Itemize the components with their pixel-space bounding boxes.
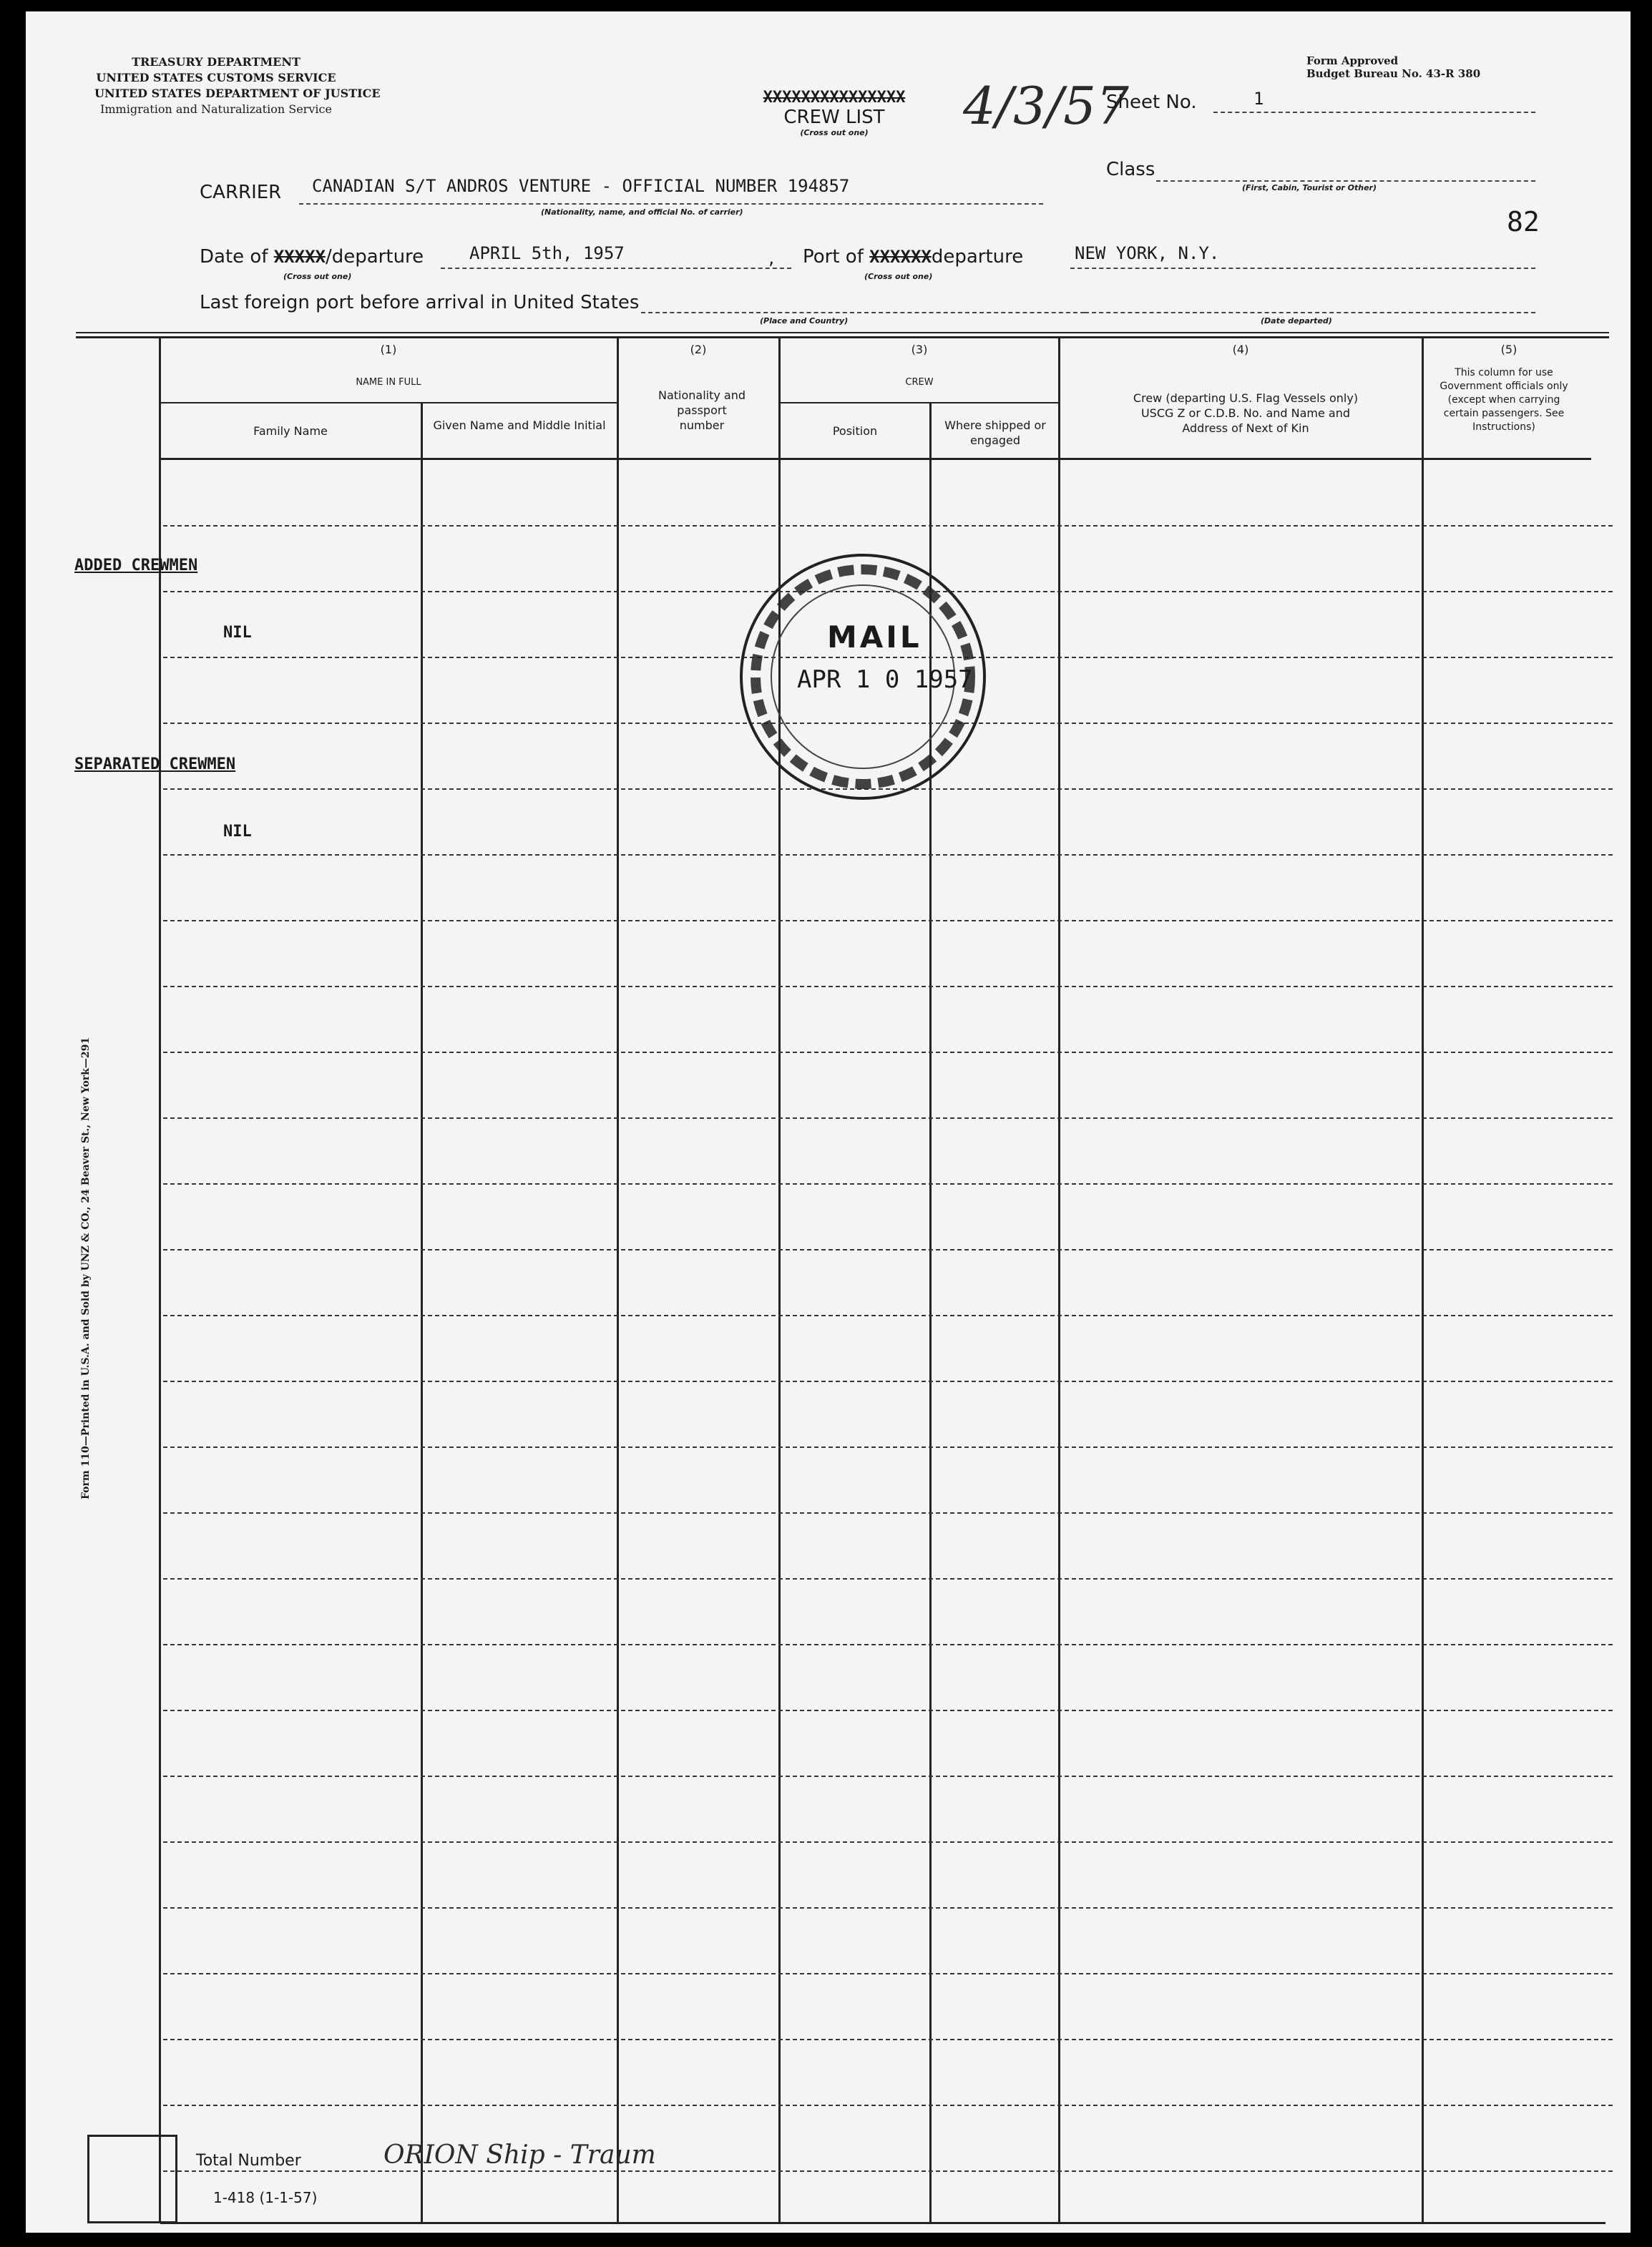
col4-number: (4): [1232, 343, 1249, 356]
col5-number: (5): [1500, 343, 1517, 356]
row-divider: [163, 1512, 1613, 1514]
row-divider: [163, 1973, 1613, 1974]
top-rule-2: [76, 336, 1609, 338]
carrier-label: CARRIER: [200, 182, 282, 203]
handwritten-date: 4/3/57: [963, 76, 1129, 136]
row-divider: [163, 1183, 1613, 1185]
form-title: [741, 89, 927, 137]
separated-crewmen-value: NIL: [223, 823, 252, 841]
header-bottom-rule: [160, 458, 1591, 460]
mail-received-stamp: [734, 548, 992, 806]
class-line: [1156, 180, 1535, 182]
col4-title: Crew (departing U.S. Flag Vessels only) USCG Z or C.D.B. No. and Name and Address of Next of Kin: [1133, 391, 1359, 435]
agency-line-1: TREASURY DEPARTMENT: [132, 55, 300, 69]
agency-line-2: UNITED STATES CUSTOMS SERVICE: [96, 71, 336, 84]
side-printer-credit: Form 110—Printed in U.S.A. and Sold by UNZ & CO., 24 Beaver St., New York—291: [80, 1037, 92, 1499]
col-line-3-4: [1058, 338, 1060, 2222]
col-line-family-given: [421, 403, 423, 2222]
struck-passenger-list: XXXXXXXXXXXXXXX: [763, 89, 906, 107]
stamp-word: MAIL: [827, 620, 922, 655]
class-note: (First, Cabin, Tourist or Other): [1242, 183, 1377, 192]
bottom-rule: [160, 2222, 1605, 2224]
crew-list-form: TREASURY DEPARTMENT UNITED STATES CUSTOMS SERVICE UNITED STATES DEPARTMENT OF JUSTICE Immigration and Naturalization Service Form Approved Budget Bureau No. 43-R 380 XXXXXXXXXXXXXXX CREW LIST (Cross out one) 4/3/57 Sheet No. 1 Class (First, Cabin, Tourist or Other) 82 CARRIER CANADIAN S/T ANDROS VENTURE - OFFICIAL NUMBER 194857 (Nationality, name, and official No. of carrier) Date of XXXXX/departure (Cross out one) APRIL 5th, 1957 , Port of XXXXXXdeparture (Cross out one) NEW YORK, N.Y. Last foreign port before arrival in United States (Place and Country) (Date departed) (1) NAME IN FULL Family Name Given Name and Middle Initial (2) Nationality and passport number (3) CREW Position Where shipped or engaged (4) Crew (departing U.S. Flag Vessels only) USCG Z or C.D.B. No. and Name and Address of Next of Kin (5) This column for use Government officials only (except when carrying certain passengers. See Instructions) ADDED CREWMEN NIL SEPARATED CREWMEN NIL MAIL APR 1 0 1957 Form 110—Printed in U.S.A. and Sold by UNZ & CO., 24 Beaver St., New York—291 Total Number 1-418 (1-1-57) ORION Ship - Traum: [26, 11, 1631, 2233]
port-line: [1070, 268, 1535, 269]
total-number-box[interactable]: [87, 2135, 177, 2223]
col1b-given-name: Given Name and Middle Initial: [433, 418, 606, 432]
row-divider: [163, 986, 1613, 987]
row-divider: [163, 525, 1613, 527]
row-divider: [163, 2039, 1613, 2040]
col3-title: CREW: [905, 377, 934, 388]
agency-header: [94, 54, 381, 117]
row-divider: [163, 1710, 1613, 1711]
date-value: APRIL 5th, 1957: [469, 243, 625, 263]
crew-subheader-rule: [780, 402, 1060, 403]
row-divider: [163, 1315, 1613, 1316]
place-note: (Place and Country): [760, 316, 849, 325]
agency-line-4: Immigration and Naturalization Service: [100, 102, 332, 116]
row-divider: [163, 1249, 1613, 1250]
crew-list-title: CREW LIST: [783, 107, 885, 128]
port-value: NEW YORK, N.Y.: [1075, 243, 1220, 263]
col5-title: This column for use Government officials only (except when carrying certain passengers. See Instructions): [1440, 367, 1568, 433]
row-divider: [163, 1841, 1613, 1843]
total-number-label: Total Number: [196, 2152, 301, 2170]
date-label: Date of XXXXX/departure: [200, 246, 424, 268]
date-line: [441, 268, 791, 269]
cross-out-note: (Cross out one): [800, 128, 869, 137]
date-departed-note: (Date departed): [1261, 316, 1332, 325]
top-rule-1: [76, 332, 1609, 333]
col-line-1-2: [617, 338, 619, 2222]
col2-title: Nationality and passport number: [658, 388, 746, 432]
port-label: Port of XXXXXXdeparture: [803, 246, 1024, 268]
page-number: 82: [1507, 206, 1540, 238]
added-crewmen-value: NIL: [223, 624, 252, 642]
col-line-4-5: [1422, 338, 1424, 2222]
col1-title: NAME IN FULL: [356, 377, 421, 388]
sheet-no-label: Sheet No.: [1106, 92, 1197, 113]
col1-number: (1): [380, 343, 397, 356]
col3-number: (3): [911, 343, 928, 356]
date-struck: XXXXX: [273, 247, 326, 267]
row-divider: [163, 1578, 1613, 1580]
date-note: (Cross out one): [283, 272, 352, 281]
col3b-where-shipped: Where shipped or engaged: [944, 418, 1046, 447]
carrier-value: CANADIAN S/T ANDROS VENTURE - OFFICIAL NUMBER 194857: [312, 176, 850, 196]
row-divider: [163, 1117, 1613, 1119]
col1a-family-name: Family Name: [253, 424, 328, 438]
row-divider: [163, 920, 1613, 921]
last-port-line: [641, 312, 1085, 313]
col-line-left: [159, 338, 161, 2222]
stamp-date: APR 1 0 1957: [797, 665, 973, 694]
row-divider: [163, 1446, 1613, 1448]
last-port-date-line: [1085, 312, 1535, 313]
row-divider: [163, 1381, 1613, 1382]
row-divider: [163, 2170, 1613, 2172]
handwritten-note: ORION Ship - Traum: [383, 2140, 656, 2170]
row-divider: [163, 1907, 1613, 1909]
sheet-no-value: 1: [1253, 89, 1264, 109]
row-divider: [163, 1052, 1613, 1053]
carrier-note: (Nationality, name, and official No. of carrier): [541, 207, 743, 217]
agency-line-3: UNITED STATES DEPARTMENT OF JUSTICE: [94, 87, 381, 100]
row-divider: [163, 2105, 1613, 2106]
col3a-position: Position: [832, 424, 878, 438]
class-label: Class: [1106, 159, 1155, 180]
carrier-line: [299, 203, 1043, 205]
last-foreign-port-label: Last foreign port before arrival in United States: [200, 292, 640, 313]
col2-number: (2): [690, 343, 707, 356]
port-note: (Cross out one): [864, 272, 933, 281]
port-struck: XXXXXX: [869, 247, 932, 267]
separated-crewmen-heading: SEPARATED CREWMEN: [74, 755, 236, 773]
row-divider: [163, 854, 1613, 856]
form-approved: Form Approved Budget Bureau No. 43-R 380: [1306, 54, 1481, 80]
sheet-no-line: [1213, 112, 1535, 113]
added-crewmen-heading: ADDED CREWMEN: [74, 557, 198, 574]
form-id: 1-418 (1-1-57): [213, 2189, 318, 2206]
row-divider: [163, 1776, 1613, 1777]
name-subheader-rule: [160, 402, 618, 403]
row-divider: [163, 1644, 1613, 1645]
